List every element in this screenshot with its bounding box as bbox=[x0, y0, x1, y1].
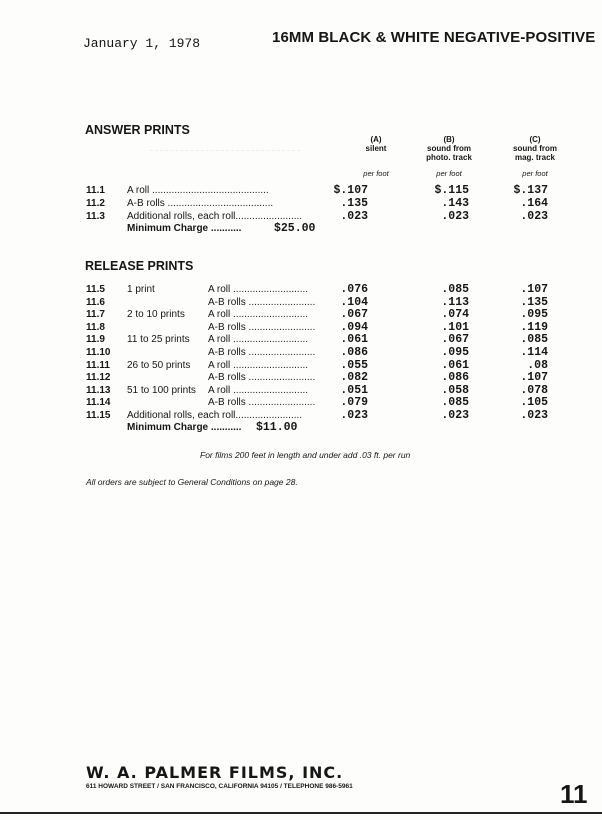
roll-description: A roll ........................... bbox=[208, 359, 309, 371]
price-a: .067 bbox=[340, 308, 368, 322]
price-row bbox=[0, 297, 602, 309]
minimum-label: Minimum Charge ........... bbox=[127, 422, 242, 433]
column-description: silent bbox=[365, 144, 387, 153]
price-c: .078 bbox=[520, 383, 548, 397]
price-b: .113 bbox=[441, 295, 469, 309]
price-c: .105 bbox=[520, 396, 548, 410]
price-a: .094 bbox=[340, 320, 368, 334]
item-number: 11.13 bbox=[86, 384, 111, 396]
column-letter: (A) bbox=[370, 135, 382, 144]
price-c: .08 bbox=[527, 358, 548, 372]
price-b: .085 bbox=[441, 396, 469, 410]
roll-description: A roll ........................... bbox=[208, 334, 309, 346]
price-row bbox=[0, 284, 602, 296]
price-row bbox=[0, 322, 602, 334]
item-number: 11.9 bbox=[86, 334, 105, 346]
price-c: .095 bbox=[520, 308, 548, 322]
roll-description: A-B rolls ........................ bbox=[208, 397, 316, 409]
answer-minimum-charge bbox=[0, 223, 602, 235]
price-c: .107 bbox=[520, 371, 548, 385]
minimum-value: $11.00 bbox=[256, 421, 298, 434]
price-c: .119 bbox=[520, 320, 548, 334]
price-row bbox=[0, 347, 602, 359]
release-minimum-charge bbox=[0, 422, 602, 434]
roll-description: A roll ........................... bbox=[208, 309, 309, 321]
column-letter: (C) bbox=[529, 135, 541, 144]
roll-description: A-B rolls ........................ bbox=[208, 321, 316, 333]
item-number: 11.1 bbox=[86, 185, 105, 196]
column-header-a bbox=[336, 135, 416, 153]
column-letter: (B) bbox=[443, 135, 455, 144]
price-c: .135 bbox=[520, 295, 548, 309]
price-c: .114 bbox=[520, 346, 548, 359]
column-header-c bbox=[495, 135, 575, 162]
page-number: 11 bbox=[560, 779, 588, 809]
price-a: .086 bbox=[340, 346, 368, 359]
page-date: January 1, 1978 bbox=[83, 36, 201, 51]
quantity-label: 26 to 50 prints bbox=[127, 359, 191, 371]
price-b: $.115 bbox=[434, 184, 469, 197]
item-description: A roll .......................................... bbox=[127, 185, 269, 196]
price-b: .143 bbox=[441, 197, 469, 210]
item-number: 11.5 bbox=[86, 284, 105, 295]
column-description: sound from bbox=[513, 144, 557, 153]
quantity-label: 1 print bbox=[127, 284, 155, 295]
price-a: .076 bbox=[340, 283, 368, 296]
item-number: 11.10 bbox=[86, 347, 111, 358]
price-a: .055 bbox=[340, 358, 368, 372]
price-row bbox=[0, 410, 602, 422]
item-number: 11.6 bbox=[86, 296, 105, 308]
roll-description: A-B rolls ........................ bbox=[208, 372, 316, 384]
price-b: .086 bbox=[441, 371, 469, 385]
price-a: .104 bbox=[340, 295, 368, 309]
price-c: .107 bbox=[520, 283, 548, 296]
price-b: .101 bbox=[441, 320, 469, 334]
price-row bbox=[0, 309, 602, 321]
item-number: 11.8 bbox=[86, 321, 105, 333]
price-b: .085 bbox=[441, 283, 469, 296]
price-row bbox=[0, 185, 602, 197]
price-a: $.107 bbox=[333, 184, 368, 197]
price-c: $.137 bbox=[513, 184, 548, 197]
price-b: .023 bbox=[441, 210, 469, 223]
release-prints-title: RELEASE PRINTS bbox=[85, 259, 194, 273]
answer-prints-title: ANSWER PRINTS bbox=[85, 123, 190, 137]
quantity-label: 51 to 100 prints bbox=[127, 384, 196, 396]
quantity-label: 11 to 25 prints bbox=[127, 334, 190, 346]
bottom-rule bbox=[0, 812, 602, 814]
price-a: .082 bbox=[340, 371, 368, 385]
price-c: .023 bbox=[520, 210, 548, 223]
item-description: Additional rolls, each roll........................ bbox=[127, 410, 303, 421]
price-row bbox=[0, 385, 602, 397]
item-number: 11.7 bbox=[86, 309, 105, 321]
page-heading: 16MM BLACK & WHITE NEGATIVE-POSITIVE bbox=[272, 29, 596, 46]
price-b: .023 bbox=[441, 409, 469, 422]
company-name: W. A. PALMER FILMS, INC. bbox=[86, 763, 344, 782]
price-a: .061 bbox=[340, 333, 368, 347]
price-b: .067 bbox=[441, 333, 469, 347]
price-c: .023 bbox=[520, 409, 548, 422]
price-a: .079 bbox=[340, 396, 368, 410]
quantity-label: 2 to 10 prints bbox=[127, 309, 185, 321]
unit-label-c: per foot bbox=[522, 169, 548, 178]
price-b: .058 bbox=[441, 383, 469, 397]
item-number: 11.11 bbox=[86, 359, 110, 371]
price-a: .051 bbox=[340, 383, 368, 397]
price-c: .085 bbox=[520, 333, 548, 347]
unit-label-b: per foot bbox=[436, 169, 462, 178]
column-description-2: mag. track bbox=[514, 153, 556, 162]
price-b: .061 bbox=[441, 358, 469, 372]
conditions-note: All orders are subject to General Conditions on page 28. bbox=[86, 477, 298, 487]
column-description: sound from bbox=[427, 144, 471, 153]
price-a: .135 bbox=[340, 197, 368, 210]
price-c: .164 bbox=[520, 197, 548, 210]
item-number: 11.15 bbox=[86, 410, 111, 421]
price-row bbox=[0, 198, 602, 210]
roll-description: A-B rolls ........................ bbox=[208, 296, 316, 308]
price-a: .023 bbox=[340, 409, 368, 422]
price-a: .023 bbox=[340, 210, 368, 223]
column-description-2: photo. track bbox=[426, 153, 472, 162]
column-header-b bbox=[409, 135, 489, 162]
price-row bbox=[0, 372, 602, 384]
company-address: 611 HOWARD STREET / SAN FRANCISCO, CALIFORNIA 94105 / TELEPHONE 986-5961 bbox=[86, 783, 353, 790]
price-b: .095 bbox=[441, 346, 469, 359]
item-description: A-B rolls ...................................... bbox=[127, 198, 274, 209]
price-row bbox=[0, 360, 602, 372]
roll-description: A roll ........................... bbox=[208, 284, 309, 295]
price-row bbox=[0, 397, 602, 409]
item-number: 11.12 bbox=[86, 372, 111, 384]
price-b: .074 bbox=[441, 308, 469, 322]
item-number: 11.2 bbox=[86, 198, 105, 209]
minimum-label: Minimum Charge ........... bbox=[127, 223, 242, 234]
item-number: 11.14 bbox=[86, 397, 111, 409]
item-number: 11.3 bbox=[86, 211, 105, 222]
length-note: For films 200 feet in length and under add .03 ft. per run bbox=[200, 450, 411, 460]
unit-label-a: per foot bbox=[363, 169, 389, 178]
item-description: Additional rolls, each roll........................ bbox=[127, 211, 303, 222]
roll-description: A-B rolls ........................ bbox=[208, 347, 316, 358]
price-row bbox=[0, 334, 602, 346]
roll-description: A roll ........................... bbox=[208, 384, 309, 396]
minimum-value: $25.00 bbox=[274, 222, 316, 235]
